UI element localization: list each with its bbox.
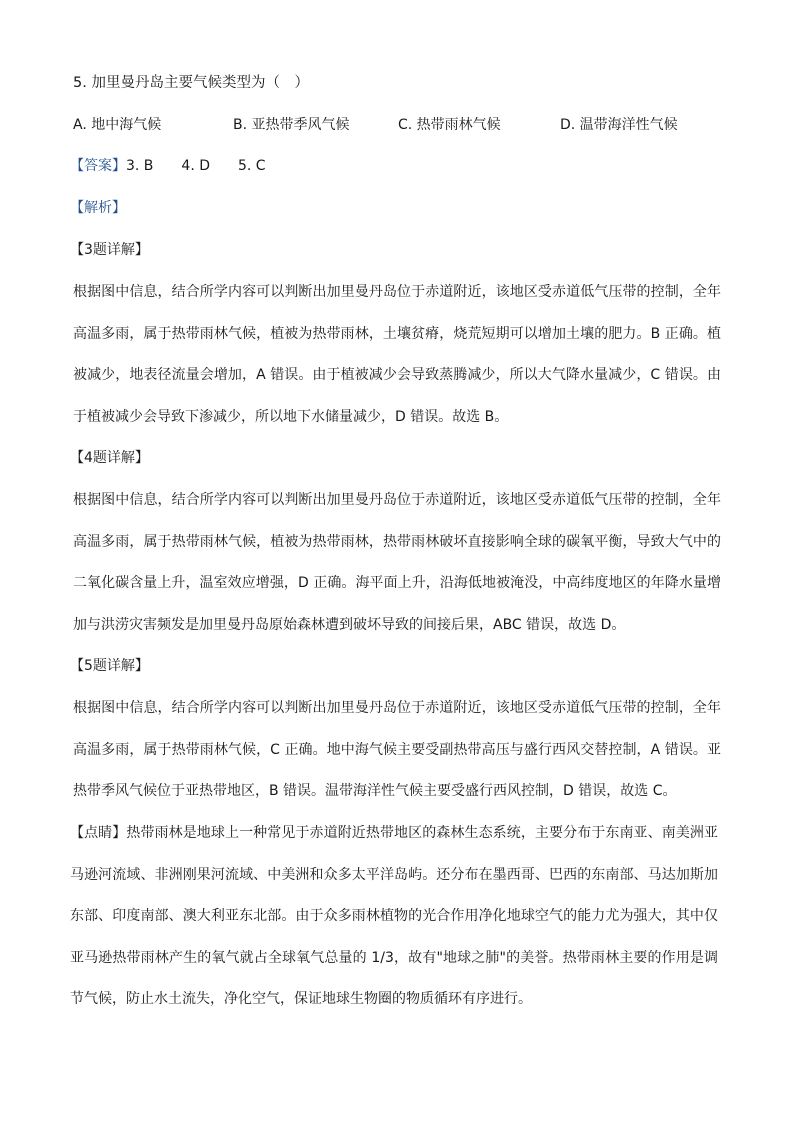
dianjing-line: 节气候，防止水土流失，净化空气，保证地球生物圈的物质循环有序进行。	[70, 991, 532, 1007]
q5-explanation	[73, 698, 721, 823]
option-c: C. 热带雨林气候	[398, 117, 501, 133]
q5-line: 根据图中信息，结合所学内容可以判断出加里曼丹岛位于赤道附近，该地区受赤道低气压带的控制，全年	[73, 700, 721, 716]
question-5: 5. 加里曼丹岛主要气候类型为（ ）	[73, 75, 309, 91]
q3-line: 被减少，地表径流量会增加，A 错误。由于植被减少会导致蒸腾减少，所以大气降水量减少，C 错误。由	[73, 367, 721, 383]
answer-values: 3. B 4. D 5. C	[126, 158, 266, 174]
q3-explanation	[73, 282, 721, 448]
dianjing-line: 【点睛】热带雨林是地球上一种常见于赤道附近热带地区的森林生态系统，主要分布于东南亚、南美洲亚	[70, 825, 718, 841]
dianjing-note	[70, 823, 718, 1031]
option-d: D. 温带海洋性气候	[560, 117, 678, 133]
q4-line: 加与洪涝灾害频发是加里曼丹岛原始森林遭到破坏导致的间接后果，ABC 错误，故选 D。	[73, 616, 626, 633]
q4-title: 【4题详解】	[70, 450, 149, 466]
answer-line	[70, 156, 720, 176]
answer-label: 【答案】	[70, 158, 126, 174]
q3-line: 根据图中信息，结合所学内容可以判断出加里曼丹岛位于赤道附近，该地区受赤道低气压带的控制，全年	[73, 284, 721, 300]
dianjing-line: 东部、印度南部、澳大利亚东北部。由于众多雨林植物的光合作用净化地球空气的能力尤为强大，其中仅	[70, 908, 718, 924]
q3-line: 于植被减少会导致下渗减少，所以地下水储量减少，D 错误。故选 B。	[73, 408, 509, 425]
q4-line: 二氧化碳含量上升，温室效应增强，D 正确。海平面上升，沿海低地被淹没，中高纬度地区的年降水量增	[73, 575, 721, 591]
dianjing-line: 亚马逊热带雨林产生的氧气就占全球氧气总量的 1/3，故有"地球之肺"的美誉。热带雨林主要的作用是调	[70, 949, 718, 966]
option-a: A. 地中海气候	[73, 117, 162, 133]
analysis-label: 【解析】	[70, 200, 126, 216]
q5-title: 【5题详解】	[70, 658, 149, 674]
q4-line: 根据图中信息，结合所学内容可以判断出加里曼丹岛位于赤道附近，该地区受赤道低气压带的控制，全年	[73, 492, 721, 508]
q4-line: 高温多雨，属于热带雨林气候，植被为热带雨林，热带雨林破坏直接影响全球的碳氧平衡，导致大气中的	[73, 533, 721, 550]
q5-line: 热带季风气候位于亚热带地区，B 错误。温带海洋性气候主要受盛行西风控制，D 错误，故选 C。	[73, 783, 677, 799]
dianjing-line: 马逊河流域、非洲刚果河流域、中美洲和众多太平洋岛屿。还分布在墨西哥、巴西的东南部、马达加斯加	[70, 866, 718, 883]
q3-line: 高温多雨，属于热带雨林气候，植被为热带雨林，土壤贫瘠，烧荒短期可以增加土壤的肥力。B 正确。植	[73, 325, 721, 342]
option-b: B. 亚热带季风气候	[233, 117, 350, 133]
q5-line: 高温多雨，属于热带雨林气候，C 正确。地中海气候主要受副热带高压与盛行西风交替控制，A 错误。亚	[73, 741, 721, 758]
q4-explanation	[73, 490, 721, 656]
q3-title: 【3题详解】	[70, 242, 149, 258]
